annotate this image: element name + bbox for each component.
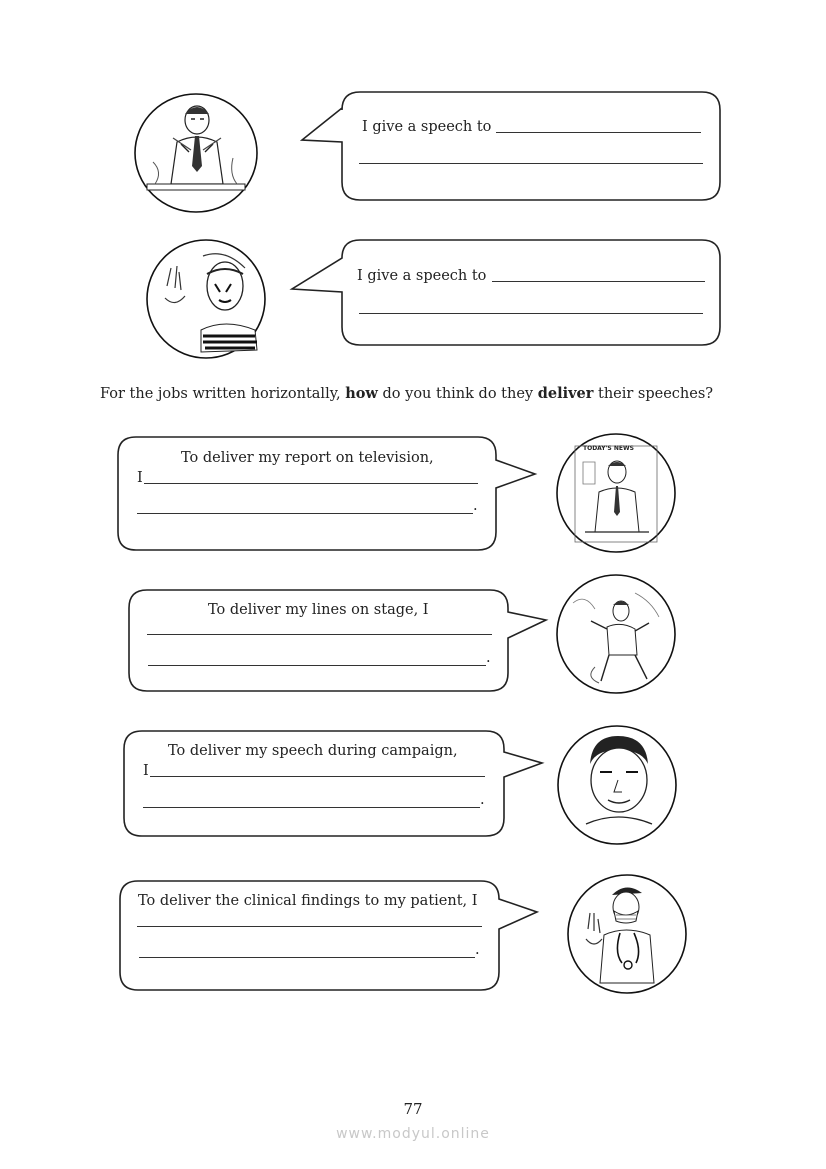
stage-actor-icon — [555, 573, 677, 695]
speech-prompt-1: I give a speech to — [362, 119, 492, 135]
delivery-prompt-2: To deliver my lines on stage, I — [208, 602, 429, 618]
doctor-icon — [566, 873, 688, 995]
instruction-suffix: their speeches? — [598, 386, 714, 402]
answer-blank-1a[interactable] — [496, 132, 701, 133]
delivery-end-4: . — [475, 942, 480, 958]
delivery-end-1: . — [473, 498, 478, 514]
answer-blank-3b[interactable] — [137, 513, 473, 514]
answer-blank-2a[interactable] — [492, 281, 705, 282]
man-at-podium-icon — [133, 92, 259, 214]
instruction-text — [100, 385, 713, 402]
delivery-prompt-3: To deliver my speech during campaign, — [168, 743, 458, 759]
delivery-end-2: . — [486, 650, 491, 666]
answer-blank-5a[interactable] — [150, 776, 485, 777]
answer-blank-4a[interactable] — [147, 634, 492, 635]
delivery-lead-3: I — [143, 763, 149, 779]
answer-blank-2b[interactable] — [359, 313, 703, 314]
delivery-end-3: . — [480, 792, 485, 808]
mime-icon — [145, 238, 267, 360]
page-number: 77 — [403, 1100, 423, 1118]
delivery-prompt-4: To deliver the clinical findings to my patient, I — [138, 893, 478, 909]
answer-blank-5b[interactable] — [143, 807, 480, 808]
news-label: TODAY'S NEWS — [583, 445, 634, 452]
answer-blank-1b[interactable] — [359, 163, 703, 164]
watermark: www.modyul.online — [336, 1126, 490, 1142]
speech-prompt-2: I give a speech to — [357, 268, 487, 284]
instruction-prefix: For the jobs written horizontally, — [100, 386, 341, 402]
answer-blank-4b[interactable] — [148, 665, 486, 666]
delivery-lead-1: I — [137, 470, 143, 486]
instruction-bold-deliver: deliver — [537, 385, 594, 402]
instruction-middle: do you think do they — [382, 386, 534, 402]
politician-icon — [556, 724, 678, 846]
news-anchor-icon — [555, 432, 677, 554]
instruction-bold-how: how — [345, 385, 378, 402]
answer-blank-3a[interactable] — [144, 483, 478, 484]
answer-blank-6a[interactable] — [137, 926, 482, 927]
delivery-prompt-1: To deliver my report on television, — [181, 450, 434, 466]
answer-blank-6b[interactable] — [139, 957, 475, 958]
